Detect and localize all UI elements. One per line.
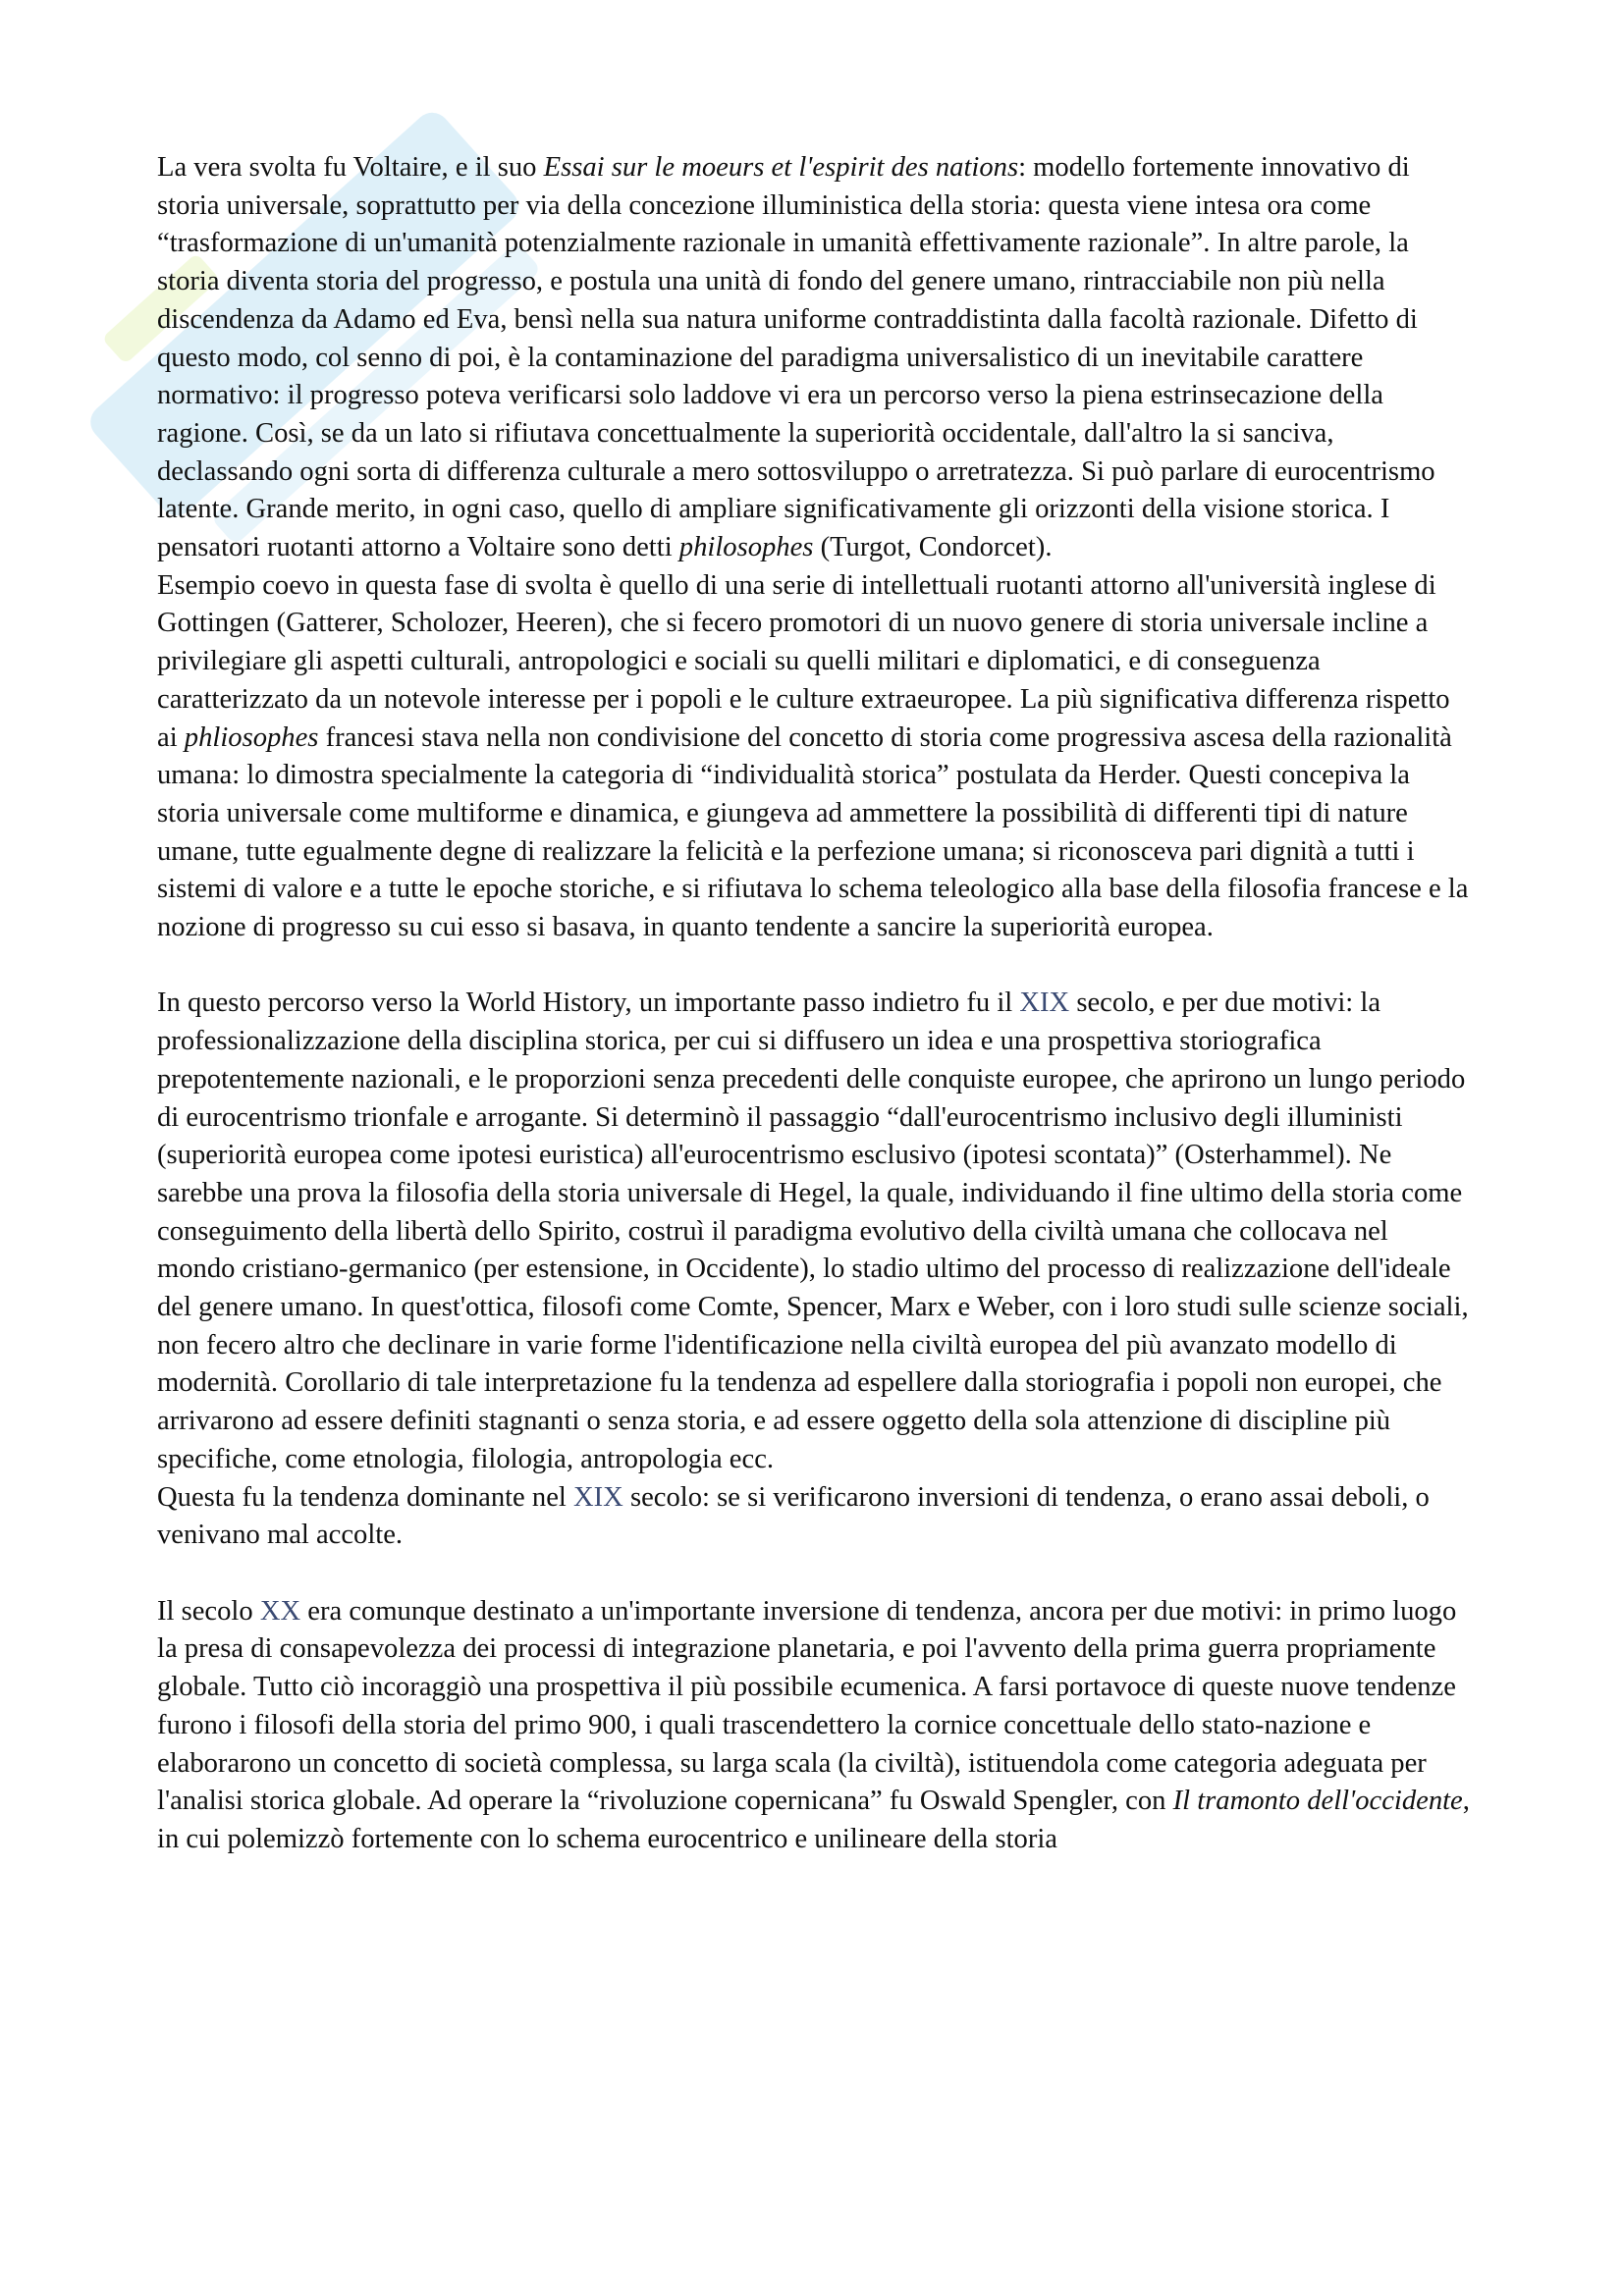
text-segment: secolo: se si verificarono inversioni di tendenza, o erano assai deboli, o venivano mal accolte. [157,1481,1430,1551]
text-segment: Esempio coevo in questa fase di svolta è quello di una serie di intellettuali ruotanti attorno all'università inglese di Gottingen (Gatterer, Scholozer, Heeren), che si fecero promotori di un nuovo genere di storia universale incline a privilegiare gli aspetti culturali, antropologici e sociali su quelli militari e diplomatici, e di conseguenza caratterizzato da un notevole interesse per i popoli e le culture extraeuropee. La più significativa differenza rispetto ai [157,569,1450,753]
text-segment: , in cui polemizzò fortemente con lo schema eurocentrico e unilineare della storia [157,1786,1470,1854]
paragraph-world-history [157,985,1473,1478]
roman-numeral: XIX [1019,988,1070,1019]
paragraph-spacer [157,1555,1473,1593]
text-segment: : modello fortemente innovativo di storia universale, soprattutto per via della concezione illuministica della storia: questa viene intesa ora come “trasformazione di un'umanità potenzialmente razionale in umanità effettivamente razionale”. In altre parole, la storia diventa storia del progresso, e postula una unità di fondo del genere umano, rintracciabile non più nella discendenza da Adamo ed Eva, bensì nella sua natura uniforme contraddistinta dalla facoltà razionale. Difetto di questo modo, col senno di poi, è la contaminazione del paradigma universalistico di un inevitabile carattere normativo: il progresso poteva verificarsi solo laddove vi era un percorso verso la piena estrinsecazione della ragione. Così, se da un lato si rifiutava concettualmente la superiorità occidentale, dall'altro la si sanciva, declassando ogni sorta di differenza culturale a mero sottosviluppo o arretratezza. Si può parlare di eurocentrismo latente. Grande merito, in ogni caso, quello di ampliare significativamente gli orizzonti della visione storica. I pensatori ruotanti attorno a Voltaire sono detti [157,152,1435,563]
roman-numeral: XX [259,1595,301,1627]
text-segment: Questa fu la tendenza dominante nel [157,1481,573,1513]
paragraph-gottingen [157,567,1473,947]
text-segment: Il secolo [157,1595,260,1627]
paragraph-xx-secolo [157,1593,1473,1859]
paragraph-voltaire [157,149,1473,567]
text-segment: secolo, e per due motivi: la professionalizzazione della disciplina storica, per cui si diffusero un idea e una prospettiva storiografica prepotentemente nazionali, e le proporzioni senza precedenti delle conquiste europee, che aprirono un lungo periodo di eurocentrismo trionfale e arrogante. Si determinò il passaggio “dall'eurocentrismo inclusivo degli illuministi (superiorità europea come ipotesi euristica) all'eurocentrismo esclusivo (ipotesi scontata)” (Osterhammel). Ne sarebbe una prova la filosofia della storia universale di Hegel, la quale, individuando il fine ultimo della storia come conseguimento della libertà dello Spirito, costruì il paradigma evolutivo della civiltà umana che collocava nel mondo cristiano-germanico (per estensione, in Occidente), lo stadio ultimo del processo di realizzazione dell'ideale del genere umano. In quest'ottica, filosofi come Comte, Spencer, Marx e Weber, con i loro studi sulle scienze sociali, non fecero altro che declinare in varie forme l'identificazione nella civiltà europea del più avanzato modello di modernità. Corollario di tale interpretazione fu la tendenza ad espellere dalla storiografia i popoli non europei, che arrivarono ad essere definiti stagnanti o senza storia, e ad essere oggetto della sola attenzione di discipline più specifiche, come etnologia, filologia, antropologia ecc. [157,988,1469,1474]
text-segment: francesi stava nella non condivisione del concetto di storia come progressiva ascesa della razionalità umana: lo dimostra specialmente la categoria di “individualità storica” postulata da Herder. Questi concepiva la storia universale come multiforme e dinamica, e giungeva ad ammettere la possibilità di differenti tipi di nature umane, tutte egualmente degne di realizzare la felicità e la perfezione umana; si riconosceva pari dignità a tutti i sistemi di valore e a tutte le epoche storiche, e si rifiutava lo schema teleologico alla base della filosofia francese e la nozione di progresso su cui esso si basava, in quanto tendente a sancire la superiorità europea. [157,721,1469,943]
text-segment: era comunque destinato a un'importante inversione di tendenza, ancora per due motivi: in primo luogo la presa di consapevolezza dei processi di integrazione planetaria, e poi l'avvento della prima guerra propriamente globale. Tutto ciò incoraggiò una prospettiva il più possibile ecumenica. A farsi portavoce di queste nuove tendenze furono i filosofi della storia del primo 900, i quali trascendettero la cornice concettuale dello stato-nazione e elaborarono un concetto di società complessa, su larga scala (la civiltà), istituendola come categoria adeguata per l'analisi storica globale. Ad operare la “rivoluzione copernicana” fu Oswald Spengler, con [157,1595,1457,1817]
italic-title: phliosophes [184,721,319,753]
text-segment: La vera svolta fu Voltaire, e il suo [157,152,544,183]
roman-numeral: XIX [572,1481,623,1513]
italic-title: Essai sur le moeurs et l'espirit des nations [543,152,1019,183]
paragraph-xix-tendenza [157,1479,1473,1555]
text-segment: In questo percorso verso la World History, un importante passo indietro fu il [157,988,1020,1019]
text-segment: (Turgot, Condorcet). [813,532,1053,563]
paragraph-spacer [157,947,1473,986]
document-body [157,149,1473,1859]
italic-title: Il tramonto dell'occidente [1172,1786,1463,1817]
italic-title: philosophes [678,532,814,563]
